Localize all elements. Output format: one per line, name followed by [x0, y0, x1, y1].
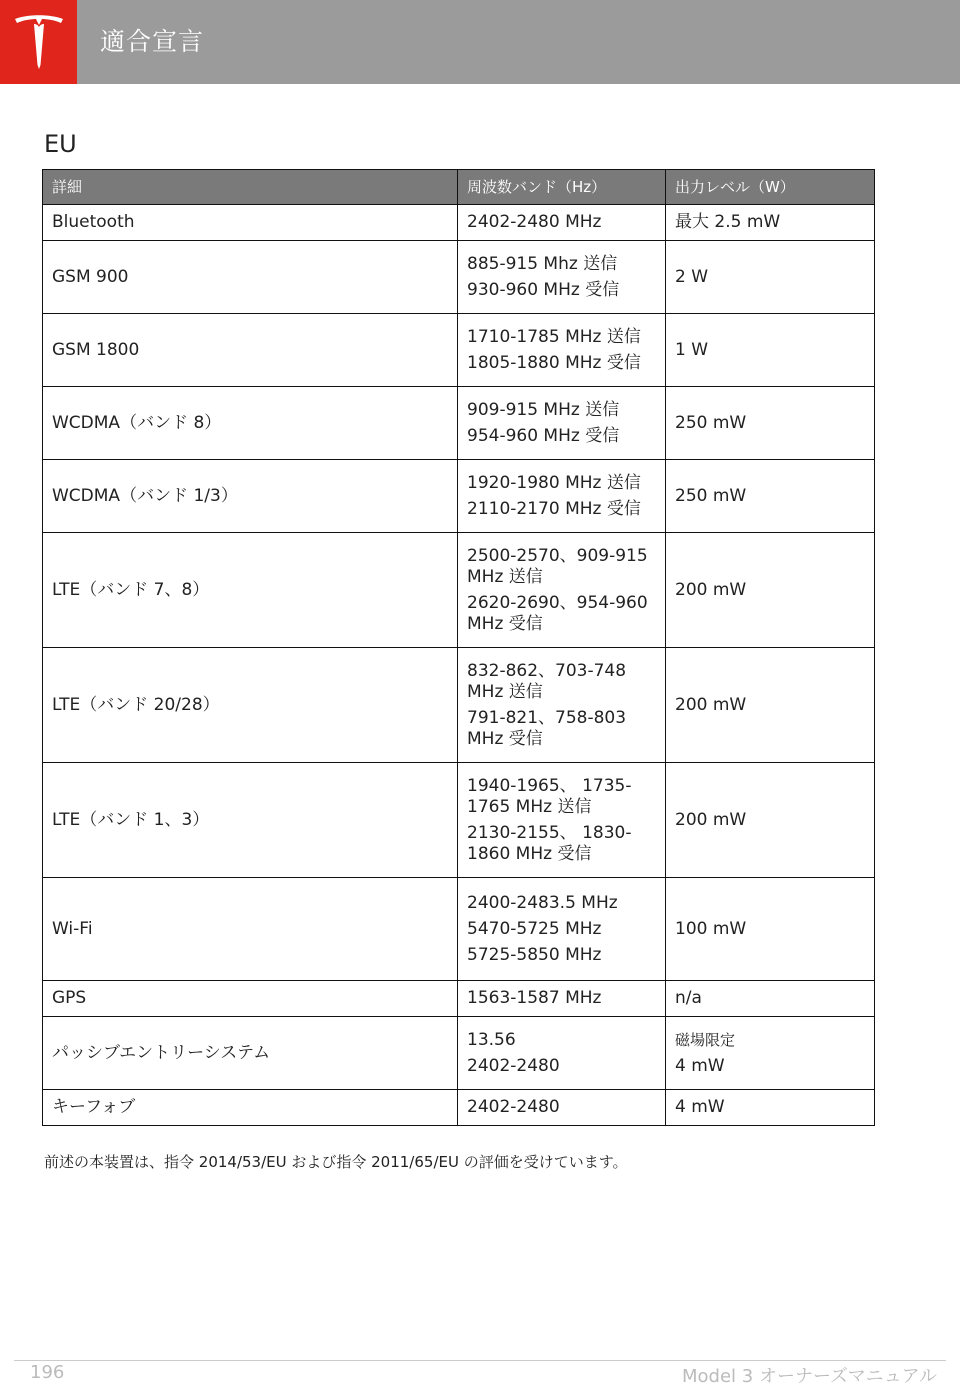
power-line: 磁場限定	[675, 1030, 736, 1049]
power-cell	[666, 387, 875, 460]
frequency-cell	[458, 533, 666, 648]
table-row	[43, 314, 875, 387]
table-row	[43, 205, 875, 241]
frequency-line: 2620-2690、954-960 MHz 受信	[467, 592, 648, 634]
column-header-power: 出力レベル（W）	[666, 170, 875, 205]
frequency-line: 2402-2480 MHz	[467, 212, 602, 232]
power-cell	[666, 763, 875, 878]
frequency-line: 2110-2170 MHz 受信	[467, 498, 641, 519]
power-line: n/a	[675, 988, 702, 1008]
page-title: 適合宣言	[100, 27, 205, 56]
detail-cell: GSM 1800	[43, 314, 458, 387]
table-row	[43, 460, 875, 533]
power-cell	[666, 205, 875, 241]
frequency-line: 5725-5850 MHz	[467, 944, 602, 965]
power-line: 4 mW	[675, 1055, 725, 1076]
frequency-cell	[458, 878, 666, 981]
frequency-cell	[458, 460, 666, 533]
power-line: 250 mW	[675, 485, 747, 506]
power-line: 250 mW	[675, 412, 747, 433]
power-line: 100 mW	[675, 918, 747, 939]
power-cell	[666, 878, 875, 981]
frequency-line: 1920-1980 MHz 送信	[467, 472, 641, 493]
frequency-line: 1805-1880 MHz 受信	[467, 352, 641, 373]
power-line: 200 mW	[675, 579, 747, 600]
table-row	[43, 763, 875, 878]
detail-cell: WCDMA（バンド 1/3）	[43, 460, 458, 533]
frequency-line: 909-915 MHz 送信	[467, 399, 620, 420]
power-line: 200 mW	[675, 809, 747, 830]
power-line: 2 W	[675, 266, 709, 287]
power-line: 200 mW	[675, 694, 747, 715]
frequency-line: 2402-2480	[467, 1097, 560, 1117]
footnote: 前述の本装置は、指令 2014/53/EU および指令 2011/65/EU の評価を受けています。	[44, 1153, 628, 1171]
power-cell	[666, 648, 875, 763]
table-header-row	[43, 170, 875, 205]
power-cell	[666, 314, 875, 387]
power-cell	[666, 1090, 875, 1126]
spec-table	[42, 169, 875, 1126]
frequency-line: 954-960 MHz 受信	[467, 425, 620, 446]
detail-cell: Wi-Fi	[43, 878, 458, 981]
frequency-line: 2400-2483.5 MHz	[467, 892, 618, 913]
frequency-line: 2402-2480	[467, 1055, 560, 1076]
detail-cell: LTE（バンド 7、8）	[43, 533, 458, 648]
detail-cell: パッシブエントリーシステム	[43, 1017, 458, 1090]
brand-logo	[0, 0, 77, 84]
detail-cell: GSM 900	[43, 241, 458, 314]
frequency-cell	[458, 763, 666, 878]
detail-cell: Bluetooth	[43, 205, 458, 241]
detail-cell: キーフォブ	[43, 1090, 458, 1126]
page-header	[0, 0, 960, 84]
frequency-line: 885-915 Mhz 送信	[467, 253, 618, 274]
detail-cell: LTE（バンド 1、3）	[43, 763, 458, 878]
frequency-line: 930-960 MHz 受信	[467, 279, 620, 300]
table-row	[43, 648, 875, 763]
table-row	[43, 1090, 875, 1126]
power-cell	[666, 241, 875, 314]
frequency-line: 2130-2155、 1830-1860 MHz 受信	[467, 822, 632, 864]
table-row	[43, 878, 875, 981]
frequency-line: 5470-5725 MHz	[467, 918, 602, 939]
frequency-line: 2500-2570、909-915 MHz 送信	[467, 545, 648, 587]
frequency-cell	[458, 205, 666, 241]
frequency-line: 832-862、703-748 MHz 送信	[467, 660, 627, 702]
column-header-detail: 詳細	[43, 170, 458, 205]
detail-cell: WCDMA（バンド 8）	[43, 387, 458, 460]
frequency-line: 791-821、758-803 MHz 受信	[467, 707, 627, 749]
power-cell	[666, 533, 875, 648]
footer-manual-title: Model 3 オーナーズマニュアル	[682, 1366, 937, 1387]
power-cell	[666, 460, 875, 533]
detail-cell: GPS	[43, 981, 458, 1017]
frequency-cell	[458, 241, 666, 314]
footer-divider	[14, 1360, 946, 1361]
frequency-cell	[458, 1090, 666, 1126]
frequency-line: 1563-1587 MHz	[467, 988, 602, 1008]
power-line: 4 mW	[675, 1097, 725, 1117]
frequency-cell	[458, 981, 666, 1017]
power-line: 1 W	[675, 339, 709, 360]
power-cell	[666, 981, 875, 1017]
tesla-logo-icon	[13, 15, 65, 71]
table-row	[43, 241, 875, 314]
frequency-cell	[458, 1017, 666, 1090]
table-row	[43, 981, 875, 1017]
frequency-cell	[458, 648, 666, 763]
frequency-line: 1940-1965、 1735-1765 MHz 送信	[467, 775, 632, 817]
frequency-line: 1710-1785 MHz 送信	[467, 326, 641, 347]
table-row	[43, 1017, 875, 1090]
frequency-cell	[458, 314, 666, 387]
table-row	[43, 387, 875, 460]
frequency-cell	[458, 387, 666, 460]
power-line: 最大 2.5 mW	[675, 212, 781, 232]
power-cell	[666, 1017, 875, 1090]
table-row	[43, 533, 875, 648]
detail-cell: LTE（バンド 20/28）	[43, 648, 458, 763]
column-header-frequency: 周波数バンド（Hz）	[458, 170, 666, 205]
frequency-line: 13.56	[467, 1029, 516, 1050]
page-number: 196	[30, 1362, 65, 1383]
section-title: EU	[44, 130, 77, 158]
